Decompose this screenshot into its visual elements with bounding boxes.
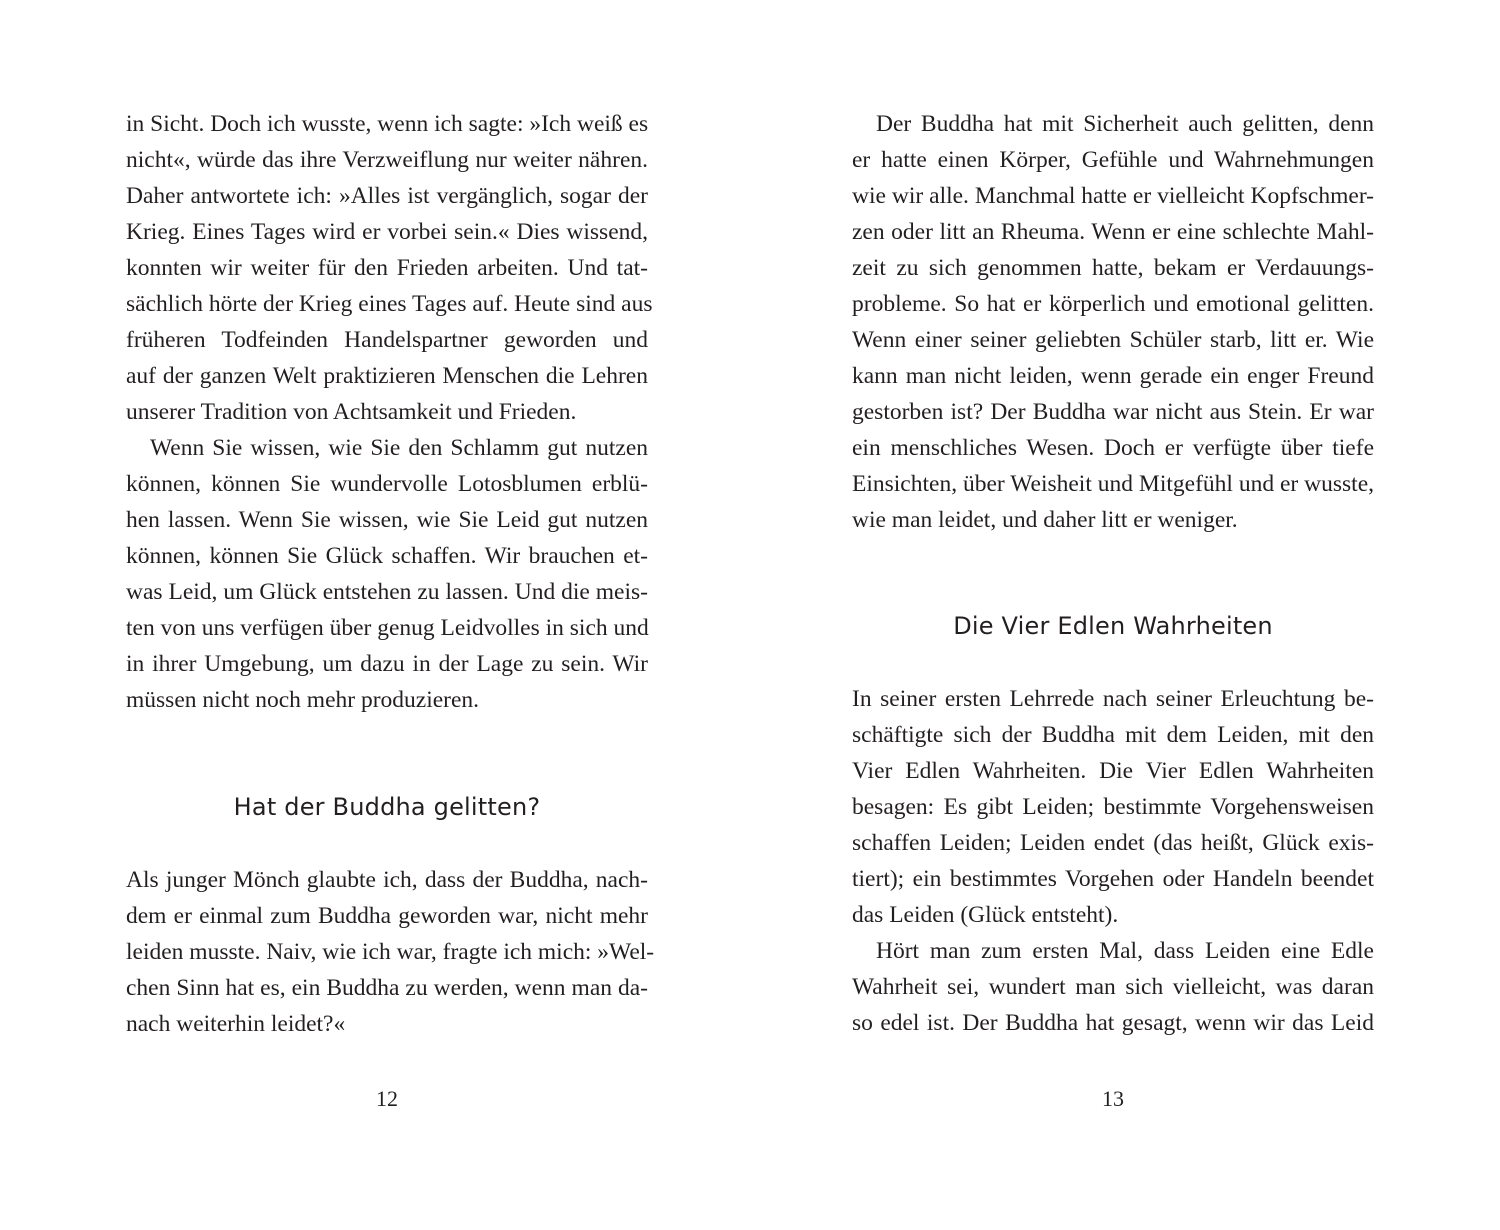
text-line: ten von uns verfügen über genug Leidvolles in sich und	[126, 615, 649, 641]
section-heading: Hat der Buddha gelitten?	[233, 793, 541, 821]
text-line: Hört man zum ersten Mal, dass Leiden eine Edle	[876, 938, 1374, 964]
text-line: schaffen Leiden; Leiden endet (das heißt, Glück exis-	[852, 830, 1374, 856]
text-line: Wenn einer seiner geliebten Schüler starb, litt er. Wie	[852, 327, 1374, 353]
text-line: in Sicht. Doch ich wusste, wenn ich sagte: »Ich weiß es	[126, 111, 649, 137]
right-page	[750, 0, 1500, 1230]
text-line: was Leid, um Glück entstehen zu lassen. Und die meis-	[126, 579, 648, 605]
text-line: hen lassen. Wenn Sie wissen, wie Sie Leid gut nutzen	[126, 507, 648, 533]
text-line: können, können Sie wundervolle Lotosblumen erblü-	[126, 471, 648, 497]
text-line: ein menschliches Wesen. Doch er verfügte über tiefe	[852, 435, 1374, 461]
text-line: gestorben ist? Der Buddha war nicht aus Stein. Er war	[852, 399, 1374, 425]
text-line: Als junger Mönch glaubte ich, dass der Buddha, nach-	[126, 867, 648, 893]
text-line: schäftigte sich der Buddha mit dem Leiden, mit den	[852, 722, 1374, 748]
text-line: Krieg. Eines Tages wird er vorbei sein.« Dies wissend,	[126, 219, 648, 245]
text-line: so edel ist. Der Buddha hat gesagt, wenn wir das Leid	[852, 1010, 1374, 1036]
text-line: besagen: Es gibt Leiden; bestimmte Vorgehensweisen	[852, 794, 1374, 820]
text-line: probleme. So hat er körperlich und emotional gelitten.	[852, 291, 1374, 317]
text-line: nicht«, würde das ihre Verzweiflung nur weiter nähren.	[126, 147, 648, 173]
text-line: Der Buddha hat mit Sicherheit auch gelitten, denn	[876, 111, 1374, 137]
text-line: Daher antwortete ich: »Alles ist vergänglich, sogar der	[126, 183, 648, 209]
text-line: auf der ganzen Welt praktizieren Menschen die Lehren	[126, 363, 648, 389]
text-line: kann man nicht leiden, wenn gerade ein enger Freund	[852, 363, 1374, 389]
text-line: chen Sinn hat es, ein Buddha zu werden, wenn man da-	[126, 975, 648, 1001]
text-line: zen oder litt an Rheuma. Wenn er eine schlechte Mahl-	[852, 219, 1374, 245]
text-line: leiden musste. Naiv, wie ich war, fragte ich mich: »Wel-	[126, 939, 655, 965]
text-line: können, können Sie Glück schaffen. Wir brauchen et-	[126, 543, 648, 569]
text-line: früheren Todfeinden Handelspartner geworden und	[126, 327, 648, 353]
page-number: 12	[376, 1086, 398, 1111]
text-line: dem er einmal zum Buddha geworden war, nicht mehr	[126, 903, 648, 929]
text-line: Wahrheit sei, wundert man sich vielleicht, was daran	[852, 974, 1374, 1000]
section-heading: Die Vier Edlen Wahrheiten	[953, 612, 1273, 640]
text-line: in ihrer Umgebung, um dazu in der Lage zu sein. Wir	[126, 651, 648, 677]
text-line: er hatte einen Körper, Gefühle und Wahrnehmungen	[852, 147, 1374, 173]
text-line: konnten wir weiter für den Frieden arbeiten. Und tat-	[126, 255, 648, 281]
text-line: nach weiterhin leidet?«	[126, 1011, 346, 1037]
text-line: Einsichten, über Weisheit und Mitgefühl und er wusste,	[852, 471, 1374, 497]
text-line: Wenn Sie wissen, wie Sie den Schlamm gut nutzen	[150, 435, 648, 461]
text-line: tiert); ein bestimmtes Vorgehen oder Handeln beendet	[852, 866, 1374, 892]
text-line: In seiner ersten Lehrrede nach seiner Erleuchtung be-	[852, 686, 1374, 712]
page-number: 13	[1102, 1086, 1124, 1111]
text-line: das Leiden (Glück entsteht).	[852, 902, 1119, 928]
text-line: unserer Tradition von Achtsamkeit und Frieden.	[126, 399, 577, 425]
text-line: sächlich hörte der Krieg eines Tages auf. Heute sind aus	[126, 291, 653, 317]
text-line: wie man leidet, und daher litt er weniger.	[852, 507, 1238, 533]
text-line: wie wir alle. Manchmal hatte er vielleicht Kopfschmer-	[852, 183, 1374, 209]
text-line: zeit zu sich genommen hatte, bekam er Verdauungs-	[852, 255, 1374, 281]
text-line: Vier Edlen Wahrheiten. Die Vier Edlen Wahrheiten	[852, 758, 1374, 784]
text-line: müssen nicht noch mehr produzieren.	[126, 687, 480, 713]
